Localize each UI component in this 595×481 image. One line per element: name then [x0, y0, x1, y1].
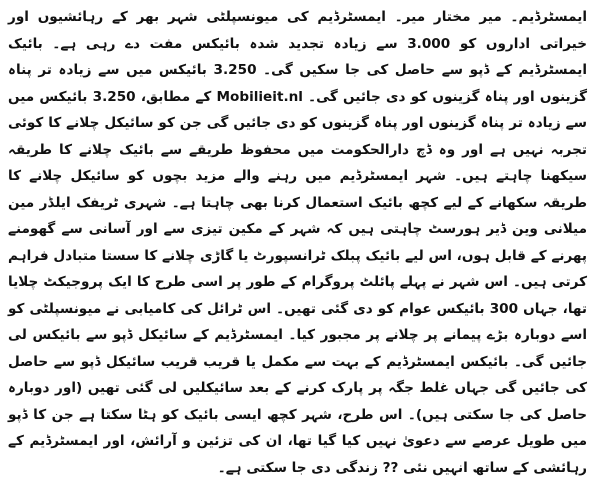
article-body-text: ایمسٹرڈیم۔ میر مختار میر۔ ایمسٹرڈیم کی میونسپلٹی شہر بھر کے رہائشیوں اور خیراتی اداروں کو 3.000 سے زیادہ تجدید شدہ بائیکس مفت دے رہی ہے۔ بائیک ایمسٹرڈیم کے ڈپو سے حاصل کی جا سکیں گی۔ 3.250 بائیکس میں سے زیادہ تر پناہ گزینوں اور پناہ گزینوں کو دی جائیں گی۔ Mobilieit.nl کے مطابق، 3.250 بائیکس میں سے زیادہ تر پناہ گزینوں اور پناہ گزینوں کو دی جائیں گی جن کو سائیکل چلانے کا کوئی تجربہ نہیں ہے اور وہ ڈچ دارالحکومت میں محفوظ طریقے سے بائیک چلانے کا طریقہ سیکھنا چاہتے ہیں۔ شہر ایمسٹرڈیم میں رہنے والے مزید بچوں کو سائیکل چلانے کا طریقہ سکھانے کے لیے کچھ بائیک استعمال کرنا بھی چاہتا ہے۔ شہری ٹریفک ایلڈر مین میلانی وین ڈیر ہورسٹ چاہتی ہیں کہ شہر کے مکین تیزی سے اور آسانی سے گھومنے پھرنے کے قابل ہوں، اس لیے بائیک پبلک ٹرانسپورٹ یا گاڑی چلانے کا سستا متبادل فراہم کرتی ہیں۔ اس شہر نے پہلے پائلٹ پروگرام کے طور پر اسی طرح کا ایک پروجیکٹ چلایا تھا، جہاں 300 بائیکس عوام کو دی گئی تھیں۔ اس ٹرائل کی کامیابی نے میونسپلٹی کو اسے دوبارہ بڑے پیمانے پر چلانے پر مجبور کیا۔ ایمسٹرڈیم کے سائیکل ڈپو سے بائیکس لی جائیں گی۔ بائیکس ایمسٹرڈیم کے بہت سے مکمل یا قریب قریب سائیکل ڈپو سے حاصل کی جائیں گی جہاں غلط جگہ پر پارک کرنے کے بعد سائیکلیں لی گئی تھیں (اور دوبارہ حاصل کی جا سکتی ہیں)۔ اس طرح، شہر کچھ ایسی بائیک کو ہٹا سکتا ہے جن کا ڈپو میں طویل عرصے سے دعویٰ نہیں کیا گیا تھا، ان کی تزئین و آرائش، اور ایمسٹرڈیم کے رہائشی کے ساتھ انہیں نئی ?? زندگی دی جا سکتی ہے۔ — [8, 9, 588, 476]
